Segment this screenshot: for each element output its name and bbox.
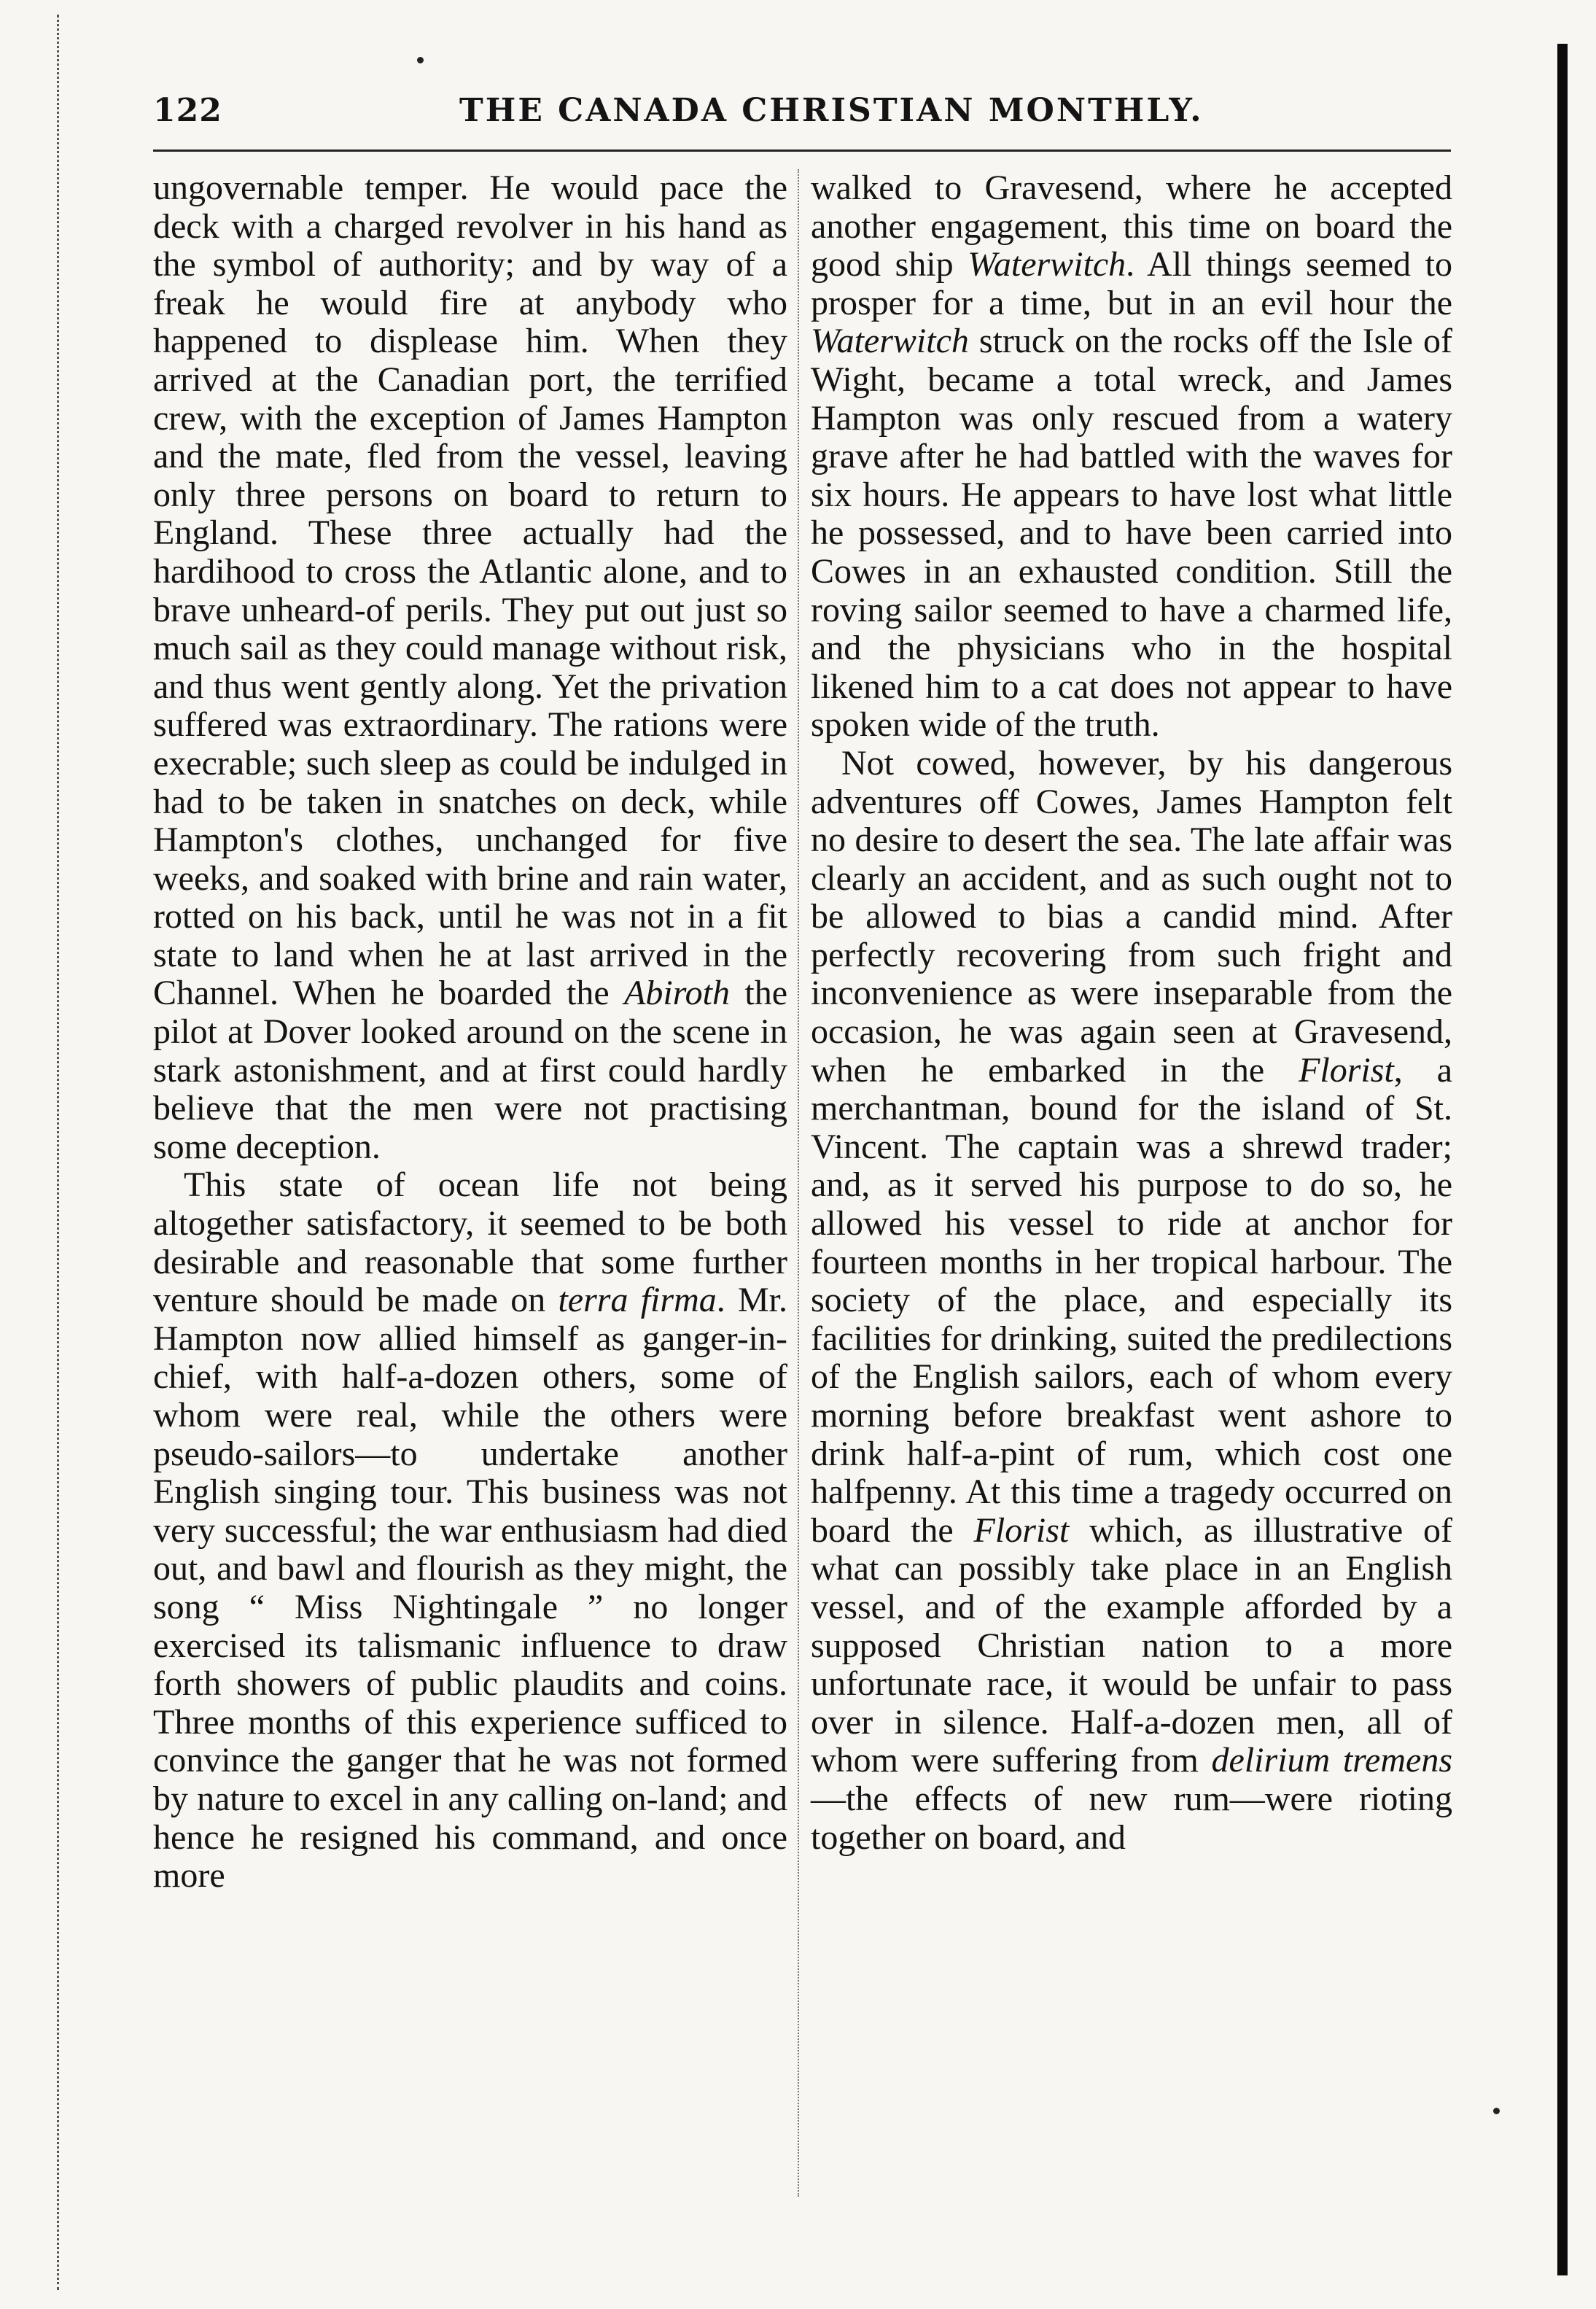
latin-phrase: terra firma: [558, 1281, 717, 1320]
text-run: . Mr. Hampton now allied himself as ganger-in-chief, with half-a-dozen others, some of whom were real, while the others were pseudo-sailors—to undertake another English singing tour. This business was not very successful; the war enthusiasm had died out, and bawl and flourish as they might, the song “ Miss Nightingale ” no longer exercised its talismanic influence to draw forth showers of public plaudits and coins. Three months of this experience sufficed to convince the ganger that he was not formed by nature to excel in any calling on-land; and hence he resigned his command, and once more: [153, 1281, 788, 1895]
page-number: 122: [153, 92, 222, 129]
text-run: which, as illustrative of what can possibly take place in an English vessel, and of the example afforded by a supposed Christian nation to a more unfortunate race, it would be unfair to pass over in silence. Half-a-dozen men, all of whom were suffering from: [811, 1510, 1453, 1780]
paragraph: [153, 1166, 787, 1895]
text-run: ungovernable temper. He would pace the deck with a charged revolver in his hand as the symbol of authority; and by way of a freak he would fire at anybody who happened to displease him. When they arrived at the Canadian port, the terrified crew, with the exception of James Hampton and the mate, fled from the vessel, leaving only three persons on board to return to England. These three actually had the hardihood to cross the Atlantic alone, and to brave unheard-of perils. They put out just so much sail as they could manage without risk, and thus went gently along. Yet the privation suffered was extraordinary. The rations were execrable; such sleep as could be indulged in had to be taken in snatches on deck, while Hampton's clothes, unchanged for five weeks, and soaked with brine and rain water, rotted on his back, until he was not in a fit state to land when he at last arrived in the Channel. When he boarded the: [153, 168, 787, 1013]
paragraph: [811, 745, 1452, 1857]
text-run: walked to Gravesend, where he accepted another engagement, this time on board the good ship: [811, 168, 1452, 284]
ship-name: Waterwitch: [811, 322, 969, 361]
right-column: [811, 169, 1452, 2197]
ship-name: Florist: [1299, 1050, 1394, 1090]
ink-speck: [1493, 2108, 1500, 2114]
running-title: THE CANADA CHRISTIAN MONTHLY.: [459, 92, 1204, 129]
left-column: [153, 169, 787, 2197]
paragraph: [153, 169, 787, 1166]
left-margin-binding-line: [57, 15, 59, 2290]
text-run: the pilot at Dover looked around on the scene in stark astonishment, and at first could hardly believe that the men were not practising some deception.: [153, 974, 787, 1166]
text-run: —the effects of new rum—were rioting together on board, and: [811, 1779, 1452, 1857]
paragraph: [811, 169, 1452, 745]
text-run: Not cowed, however, by his dangerous adventures off Cowes, James Hampton felt no desire to desert the sea. The late affair was clearly an accident, and as such ought not to be allowed to bias a candid mind. After perfectly recovering from such fright and inconvenience as were inseparable from the occasion, he was again seen at Gravesend, when he embarked in the: [811, 743, 1452, 1090]
text-run: struck on the rocks off the Isle of Wight, became a total wreck, and James Hampton was only rescued from a watery grave after he had battled with the waves for six hours. He appears to have lost what little he possessed, and to have been carried into Cowes in an exhausted condition. Still the roving sailor seemed to have a charmed life, and the physicians who in the hospital likened him to a cat does not appear to have spoken wide of the truth.: [811, 322, 1452, 745]
ink-speck: [417, 57, 424, 63]
page-header: [153, 92, 1451, 150]
text-run: This state of ocean life not being altogether satisfactory, it seemed to be both desirable and reasonable that some further venture should be made on: [153, 1165, 787, 1320]
ship-name: Abiroth: [624, 974, 730, 1013]
column-divider: [798, 169, 799, 2197]
ship-name: Florist: [973, 1510, 1070, 1550]
text-run: . All things seemed to prosper for a time, but in an evil hour the: [811, 245, 1452, 322]
right-margin-binding-bar: [1557, 44, 1568, 2275]
text-run: , a merchantman, bound for the island of St. Vincent. The captain was a shrewd trader; and, as it served his purpose to do so, he allowed his vessel to ride at anchor for fourteen months in her tropical harbour. The society of the place, and especially its facilities for drinking, suited the predilections of the English sailors, each of whom every morning before breakfast went ashore to drink half-a-pint of rum, which cost one halfpenny. At this time a tragedy occurred on board the: [811, 1050, 1453, 1550]
header-rule: [153, 150, 1451, 152]
latin-phrase: delirium tremens: [1211, 1741, 1453, 1780]
ship-name: Waterwitch: [968, 245, 1126, 284]
